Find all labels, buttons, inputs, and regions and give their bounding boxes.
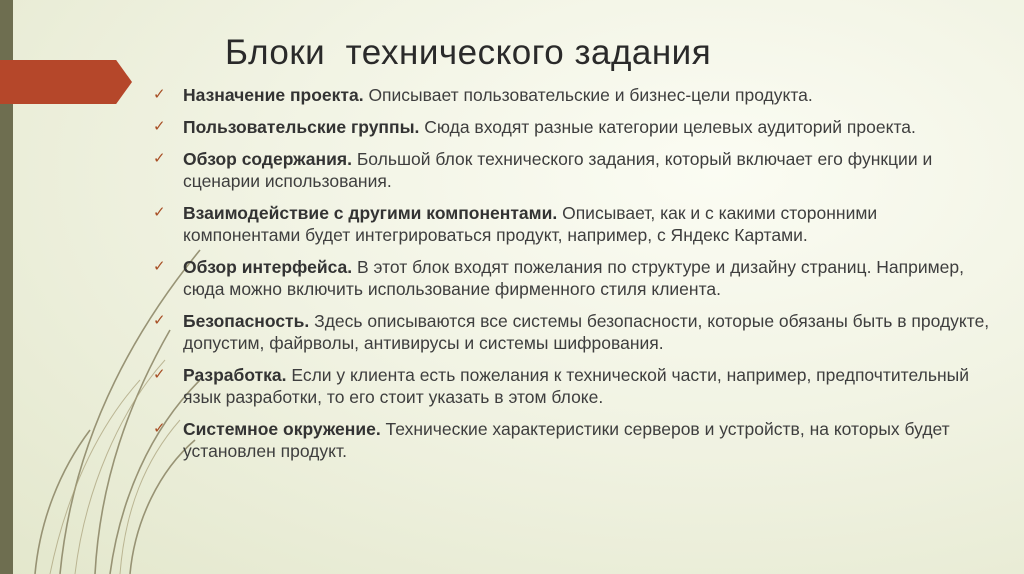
check-mark-icon: ✓ <box>153 420 166 437</box>
bullet-item <box>150 418 990 462</box>
bullet-term: Разработка. <box>183 365 287 385</box>
check-mark-icon: ✓ <box>153 86 166 103</box>
check-mark-icon: ✓ <box>153 258 166 275</box>
bullet-text: Если у клиента есть пожелания к технической части, например, предпочтительный язык разработки, то его стоит указать в этом блоке. <box>183 365 969 407</box>
bullet-text: В этот блок входят пожелания по структуре и дизайну страниц. Например, сюда можно включить использование фирменного стиля клиента. <box>183 257 965 299</box>
bullet-text: Сюда входят разные категории целевых аудиторий проекта. <box>419 117 916 137</box>
check-mark-icon: ✓ <box>153 118 166 135</box>
bullet-term: Взаимодействие с другими компонентами. <box>183 203 558 223</box>
bullet-term: Обзор интерфейса. <box>183 257 353 277</box>
bullet-item <box>150 116 990 138</box>
bullet-item <box>150 84 990 106</box>
bullet-text: Большой блок технического задания, который включает его функции и сценарии использования. <box>183 149 933 191</box>
bullet-item <box>150 148 990 192</box>
title-arrow-accent <box>0 60 132 104</box>
bullet-term: Обзор содержания. <box>183 149 352 169</box>
bullet-term: Безопасность. <box>183 311 310 331</box>
bullet-list <box>150 84 990 472</box>
bullet-item <box>150 364 990 408</box>
check-mark-icon: ✓ <box>153 150 166 167</box>
slide-title: Блоки технического задания <box>225 33 712 72</box>
bullet-term: Пользовательские группы. <box>183 117 420 137</box>
bullet-text: Описывает пользовательские и бизнес-цели продукта. <box>363 85 813 105</box>
bullet-term: Назначение проекта. <box>183 85 364 105</box>
check-mark-icon: ✓ <box>153 204 166 221</box>
bullet-item <box>150 256 990 300</box>
bullet-text: Здесь описываются все системы безопасности, которые обязаны быть в продукте, допустим, файрволы, антивирусы и системы шифрования. <box>183 311 990 353</box>
bullet-text: Технические характеристики серверов и устройств, на которых будет установлен продукт. <box>183 419 950 461</box>
bullet-text: Описывает, как и с какими сторонними компонентами будет интегрироваться продукт, например, с Яндекс Картами. <box>183 203 878 245</box>
bullet-item <box>150 202 990 246</box>
bullet-item <box>150 310 990 354</box>
check-mark-icon: ✓ <box>153 312 166 329</box>
bullet-term: Системное окружение. <box>183 419 381 439</box>
check-mark-icon: ✓ <box>153 366 166 383</box>
